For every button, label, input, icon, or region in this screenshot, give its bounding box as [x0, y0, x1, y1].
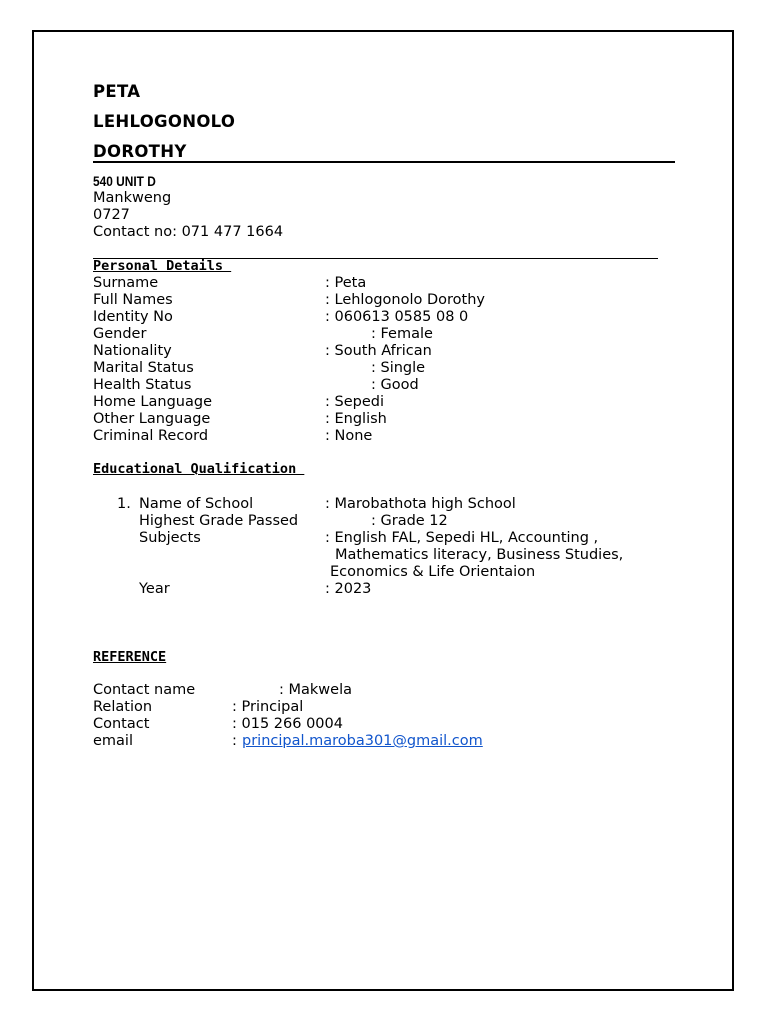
personal-label-full-names: Full Names [93, 292, 173, 308]
reference-label-relation: Relation [93, 699, 153, 715]
address-line1: 540 UNIT D [93, 173, 156, 189]
personal-label-criminal: Criminal Record [93, 428, 209, 444]
education-item-number: 1. [117, 496, 131, 512]
education-value-school: : Marobathota high School [325, 496, 516, 512]
education-value-grade: : Grade 12 [371, 513, 448, 529]
personal-label-other-language: Other Language [93, 411, 211, 427]
personal-value-identity: : 060613 0585 08 0 [325, 309, 469, 325]
reference-label-email: email [93, 733, 133, 749]
header-divider [93, 161, 675, 163]
contact-number: Contact no: 071 477 1664 [93, 224, 284, 240]
education-label-grade: Highest Grade Passed [139, 513, 299, 529]
name-line-middle: DOROTHY [93, 142, 187, 161]
personal-value-home-language: : Sepedi [325, 394, 384, 410]
education-label-school: Name of School [139, 496, 254, 512]
address-line2: Mankweng [93, 190, 172, 206]
personal-label-marital: Marital Status [93, 360, 194, 376]
personal-value-gender: : Female [371, 326, 433, 342]
reference-email-link[interactable]: principal.maroba301@gmail.com [242, 733, 483, 749]
personal-details-heading: Personal Details [93, 258, 232, 274]
education-heading: Educational Qualification [93, 461, 305, 477]
name-line-first: LEHLOGONOLO [93, 112, 236, 131]
education-value-subjects-line1: : English FAL, Sepedi HL, Accounting , [325, 530, 599, 546]
personal-label-identity: Identity No [93, 309, 173, 325]
education-value-subjects-line3: Economics & Life Orientaion [330, 564, 536, 580]
personal-value-surname: : Peta [325, 275, 367, 291]
personal-value-nationality: : South African [325, 343, 432, 359]
reference-value-relation: : Principal [232, 699, 304, 715]
education-label-year: Year [139, 581, 170, 597]
postal-code: 0727 [93, 207, 130, 223]
personal-label-health: Health Status [93, 377, 192, 393]
education-label-subjects: Subjects [139, 530, 201, 546]
personal-value-marital: : Single [371, 360, 426, 376]
personal-label-surname: Surname [93, 275, 159, 291]
personal-value-health: : Good [371, 377, 419, 393]
reference-value-contact: : 015 266 0004 [232, 716, 343, 732]
personal-label-nationality: Nationality [93, 343, 172, 359]
reference-label-contact: Contact [93, 716, 150, 732]
education-value-year: : 2023 [325, 581, 372, 597]
name-line-surname: PETA [93, 82, 141, 101]
personal-label-home-language: Home Language [93, 394, 212, 410]
education-value-subjects-line2: Mathematics literacy, Business Studies, [335, 547, 624, 563]
reference-email-colon: : [232, 733, 242, 749]
personal-value-criminal: : None [325, 428, 373, 444]
personal-value-other-language: : English [325, 411, 387, 427]
reference-heading: REFERENCE [93, 649, 167, 665]
reference-label-contact-name: Contact name [93, 682, 196, 698]
personal-label-gender: Gender [93, 326, 147, 342]
personal-value-full-names: : Lehlogonolo Dorothy [325, 292, 485, 308]
reference-value-contact-name: : Makwela [279, 682, 352, 698]
